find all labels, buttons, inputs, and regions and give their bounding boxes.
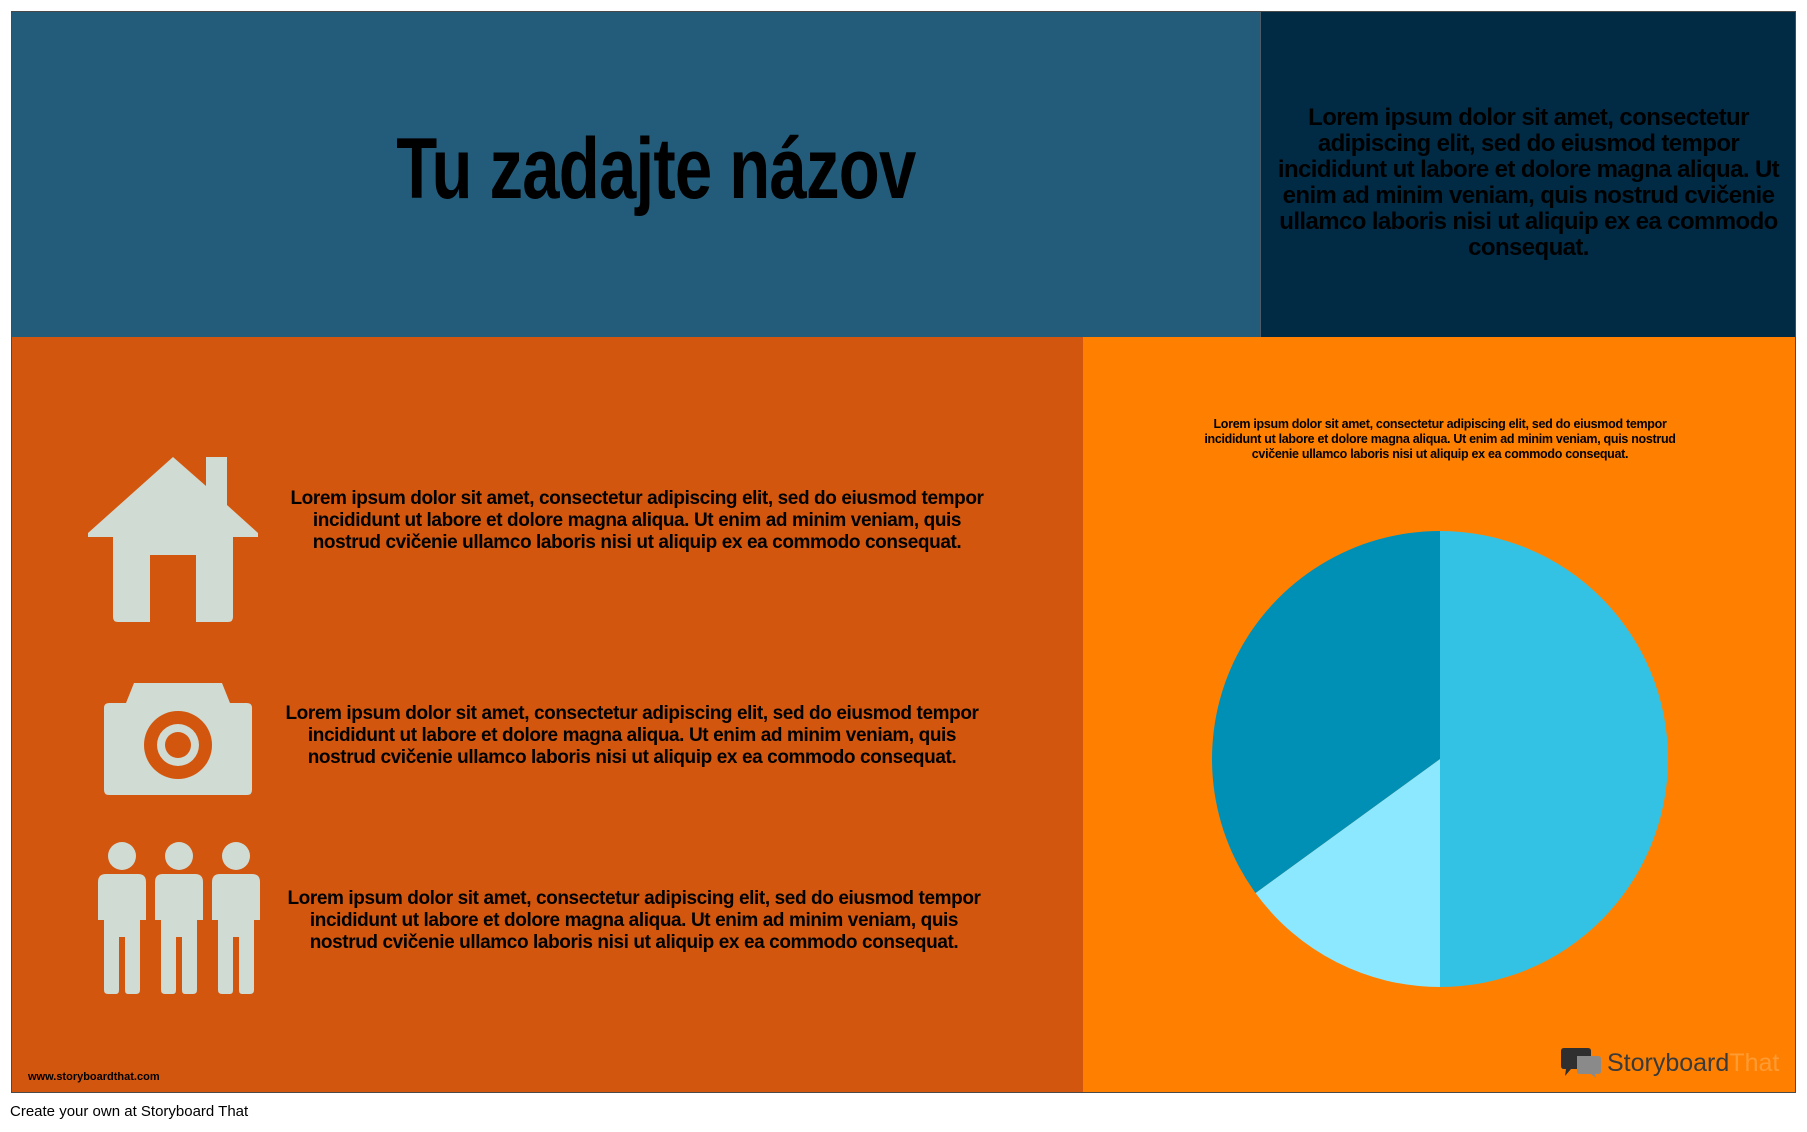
- site-url: www.storyboardthat.com: [28, 1071, 160, 1083]
- logo-text-main: Storyboard: [1607, 1048, 1730, 1077]
- people-icon: [98, 842, 262, 999]
- logo-text: [1607, 1049, 1779, 1078]
- house-icon: [88, 457, 258, 628]
- feature-text-camera: Lorem ipsum dolor sit amet, consectetur adipiscing elit, sed do eiusmod tempor incididunt ut labore et dolore magna aliqua. Ut enim ad minim veniam, quis nostrud cvičenie ullamco laboris nisi ut aliquip ex ea commodo consequat.: [285, 703, 979, 768]
- logo-text-accent: That: [1729, 1048, 1780, 1077]
- feature-text-home: Lorem ipsum dolor sit amet, consectetur adipiscing elit, sed do eiusmod tempor incididunt ut labore et dolore magna aliqua. Ut enim ad minim veniam, quis nostrud cvičenie ullamco laboris nisi ut aliquip ex ea commodo consequat.: [290, 488, 984, 553]
- page-title: Tu zadajte názov: [396, 121, 916, 217]
- storyboardthat-logo: [1561, 1048, 1779, 1078]
- features-panel: [12, 337, 1083, 1093]
- title-panel: [12, 12, 1260, 337]
- infographic-canvas: [11, 11, 1796, 1093]
- speech-bubbles-icon: [1561, 1048, 1601, 1078]
- pie-slice-1: [1440, 531, 1668, 987]
- camera-icon: [104, 683, 252, 800]
- feature-text-people: Lorem ipsum dolor sit amet, consectetur adipiscing elit, sed do eiusmod tempor incididunt ut labore et dolore magna aliqua. Ut enim ad minim veniam, quis nostrud cvičenie ullamco laboris nisi ut aliquip ex ea commodo consequat.: [287, 888, 981, 953]
- chart-panel: [1083, 337, 1796, 1093]
- intro-text: Lorem ipsum dolor sit amet, consectetur adipiscing elit, sed do eiusmod tempor incididunt ut labore et dolore magna aliqua. Ut enim ad minim veniam, quis nostrud cvičenie ullamco laboris nisi ut aliquip ex ea commodo consequat.: [1277, 104, 1780, 261]
- intro-panel: [1260, 12, 1796, 337]
- chart-caption: Lorem ipsum dolor sit amet, consectetur adipiscing elit, sed do eiusmod tempor incididunt ut labore et dolore magna aliqua. Ut enim ad minim veniam, quis nostrud cvičenie ullamco laboris nisi ut aliquip ex ea commodo consequat.: [1204, 417, 1676, 461]
- pie-chart: [1210, 529, 1670, 989]
- footer-text: Create your own at Storyboard That: [10, 1103, 249, 1120]
